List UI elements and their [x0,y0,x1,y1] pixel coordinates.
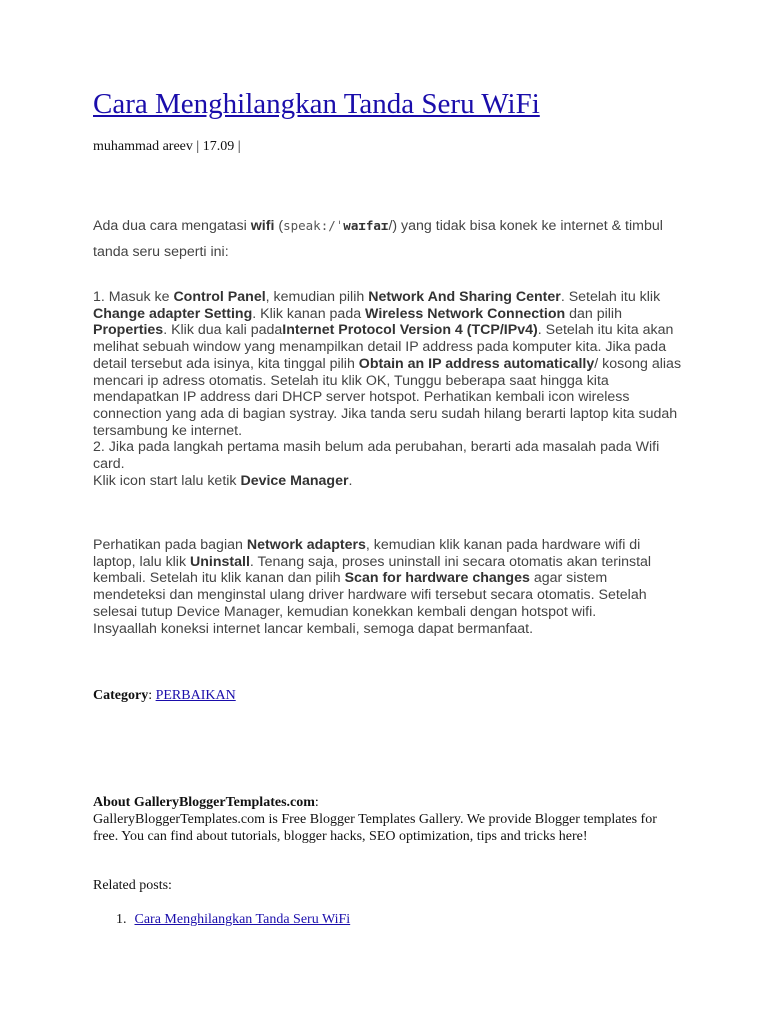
intro-text-1: Ada dua cara mengatasi [93,218,251,234]
para2-bold-uninstall: Uninstall [190,553,250,570]
step-text-3: . Setelah itu klik [560,289,661,305]
post-title[interactable]: Cara Menghilangkan Tanda Seru WiFi [93,88,540,120]
related-item-number: 1. [116,912,127,927]
intro-text-2: ( [274,218,284,234]
para2-text-4: agar sistem mendeteksi dan menginstal ulang driver hardware wifi tersebut secara otomatis. Setelah selesai tutup Device Manager, kemudian konekkan kembali dengan hotspot wifi. [93,570,647,620]
step-bold-control-panel: Control Panel [173,289,266,305]
about-text: GalleryBloggerTemplates.com is Free Blogger Templates Gallery. We provide Blogger templates for free. You can find about tutorials, blogger hacks, SEO optimization, tips and tricks here! [93,812,657,844]
category-separator: : [148,688,156,703]
step-text-6: . Klik dua kali pada [163,322,283,339]
para2-text-5: Insyaallah koneksi internet lancar kembali, semoga dapat bermanfaat. [93,620,534,637]
para2-bold-network-adapters: Network adapters [246,537,366,553]
category-label: Category [93,688,149,703]
step-bold-wireless-connection: Wireless Network Connection [365,305,566,322]
related-post-link[interactable]: Cara Menghilangkan Tanda Seru WiFi [134,912,351,927]
step-text-5: dan pilih [565,305,622,322]
about-section [93,794,673,845]
related-posts-list [116,912,350,928]
step-text-4: . Klik kanan pada [252,305,366,322]
step-bold-network-sharing: Network And Sharing Center [368,289,561,305]
pronunciation-prefix: speak:/ˈ [283,218,344,233]
step-bold-change-adapter: Change adapter Setting [93,305,253,322]
about-heading: About GalleryBloggerTemplates.com [93,795,315,810]
about-colon: : [314,795,319,810]
related-posts-label: Related posts: [93,878,172,893]
intro-paragraph [93,213,673,265]
step-text-11: . [348,472,353,489]
step-bold-obtain-ip: Obtain an IP address automatically [358,355,595,372]
pronunciation [283,218,388,233]
para2-text-1: Perhatikan pada bagian [93,537,247,553]
para2-text-2: , kemudian klik kanan pada hardware wifi di laptop, lalu klik [93,537,641,570]
para2-text-3: . Tenang saja, proses uninstall ini secara otomatis akan terinstal kembali. Setelah itu klik kanan dan pilih [93,553,652,587]
list-item [116,912,350,928]
network-adapters-paragraph [93,537,683,637]
step-bold-ipv4: Internet Protocol Version 4 (TCP/IPv4) [282,322,538,339]
pronunciation-phonetic: waɪfaɪ [343,218,389,233]
steps-paragraph [93,289,683,489]
intro-bold-wifi: wifi [250,218,275,234]
category-link[interactable]: PERBAIKAN [155,688,236,703]
step-text-7: . Setelah itu kita akan melihat sebuah window yang menampilkan detail IP address pada komputer kita. Jika pada detail tersebut ada isinya, kita tinggal pilih [93,322,674,372]
intro-text-3: /) yang tidak bisa konek ke internet & timbul tanda seru seperti ini: [93,218,663,260]
step-bold-device-manager: Device Manager [240,472,349,489]
step-bold-properties: Properties [93,322,164,339]
step-text-9: 2. Jika pada langkah pertama masih belum ada perubahan, berarti ada masalah pada Wifi card. [93,439,660,473]
step-text-8: / kosong alias mencari ip adress otomatis. Setelah itu klik OK, Tunggu beberapa saat hingga kita mendapatkan IP address dari DHCP server hotspot. Perhatikan kembali icon wireless connection yang ada di bagian systray. Jika tanda seru sudah hilang berarti laptop kita sudah tersambung ke internet. [93,355,682,439]
para2-bold-scan-hardware: Scan for hardware changes [344,570,530,587]
step-text-10: Klik icon start lalu ketik [93,472,241,489]
category-line [93,688,236,704]
step-text-1: 1. Masuk ke [93,289,174,305]
step-text-2: , kemudian pilih [265,289,369,305]
post-byline: muhammad areev | 17.09 | [93,139,241,154]
